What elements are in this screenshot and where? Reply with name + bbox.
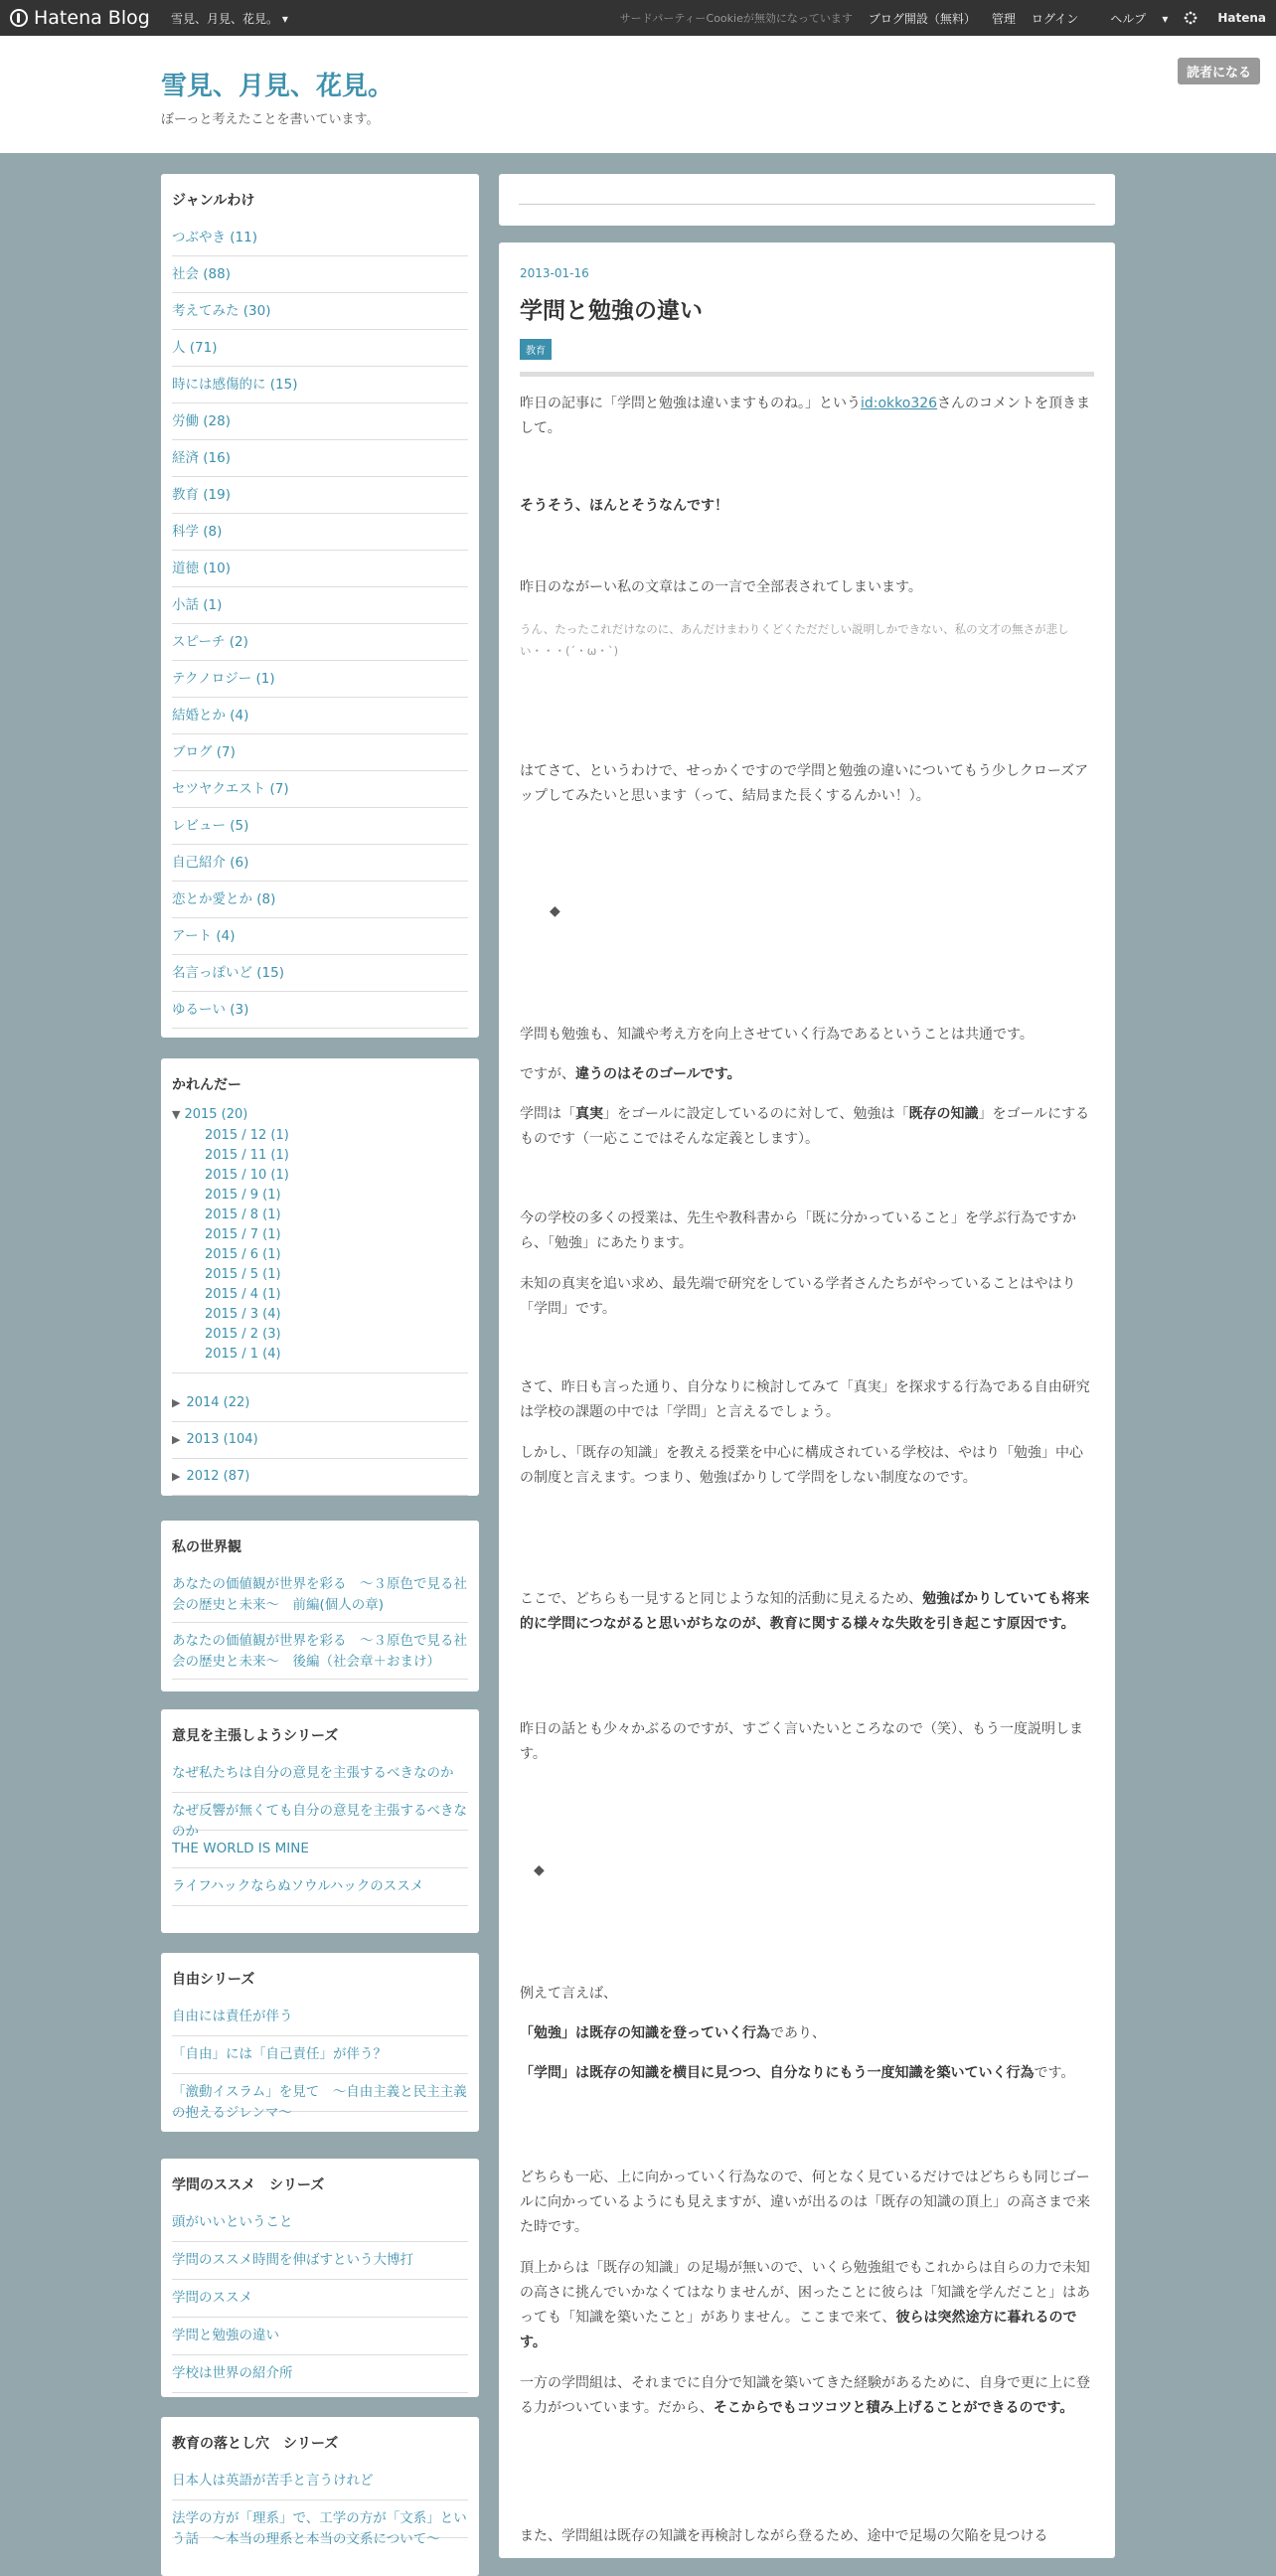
sidebar-link[interactable]: スピーチ (2) — [172, 624, 468, 661]
learning-series-module — [161, 2159, 479, 2397]
help-menu[interactable] — [1094, 10, 1168, 27]
sidebar-link[interactable]: セツヤクエスト (7) — [172, 771, 468, 808]
freedom-series-list — [172, 1999, 468, 2121]
learning-series-list — [172, 2204, 468, 2393]
worldview-module — [161, 1521, 479, 1691]
archive-month-link[interactable]: 2015 / 12 (1) — [205, 1128, 289, 1143]
archive-month-link[interactable]: 2015 / 6 (1) — [205, 1247, 281, 1262]
hatena-logo-icon — [1184, 11, 1197, 25]
text: 学問は「 — [520, 1106, 575, 1122]
sidebar-link[interactable]: 小話 (1) — [172, 587, 468, 624]
small-note: うん、たったこれだけなのに、あんだけまわりくどくただだしい説明しかできない、私の文才の無さが悲しい・・・(´・ω・`) — [520, 622, 1069, 658]
archive-month-link[interactable]: 2015 / 8 (1) — [205, 1208, 281, 1222]
divider — [519, 204, 1095, 205]
sidebar-link[interactable]: 恋とか愛とか (8) — [172, 882, 468, 918]
paragraph: 今の学校の多くの授業は、先生や教科書から「既に分かっていること」を学ぶ行為ですから、「勉強」にあたります。 — [520, 1210, 1076, 1251]
archive-year-link[interactable] — [172, 1385, 468, 1422]
module-title: 自由シリーズ — [172, 1972, 255, 1988]
module-title: 私の世界観 — [172, 1539, 241, 1555]
sidebar-link[interactable]: つぶやき (11) — [172, 220, 468, 256]
opinion-series-list — [172, 1755, 468, 1906]
sidebar-link[interactable]: 学問のススメ — [172, 2280, 468, 2318]
article — [499, 242, 1115, 2558]
text: 頂上からは「既存の知識」の足場が無いので、いくら勉強組でもこれからは自らの力で未知の高さに挑んでいかなくてはなりませんが、困ったことに彼らは「知識を学んだこと」はあっても「知識を築いたこと」がありません。ここまで来て、 — [520, 2260, 1090, 2326]
sidebar-link[interactable]: 学問と勉強の違い — [172, 2318, 468, 2355]
paragraph: 学問も勉強も、知識や考え方を向上させていく行為であるということは共通です。 — [520, 1027, 1034, 1043]
main-top-box — [499, 174, 1115, 226]
archive-years — [172, 1385, 468, 1496]
text: 昨日のながーい私の文章はこの一言で全部表されてしまいます。 — [520, 579, 922, 595]
archive-year-link[interactable] — [172, 1422, 468, 1459]
sidebar-link[interactable]: 結婚とか (4) — [172, 698, 468, 734]
paragraph: 例えて言えば、 — [520, 1986, 617, 2002]
archive-month-link[interactable]: 2015 / 5 (1) — [205, 1267, 281, 1282]
bold-text: 「学問」は既存の知識を横目に見つつ、自分なりにもう一度知識を築いていく行為 — [520, 2065, 1035, 2081]
sidebar-link[interactable]: テクノロジー (1) — [172, 661, 468, 698]
bold-text: 真実 — [575, 1106, 603, 1122]
sidebar-link[interactable]: 自己紹介 (6) — [172, 845, 468, 882]
archive-year-2015[interactable] — [172, 1104, 468, 1126]
hatena-blog-logo[interactable] — [10, 7, 150, 29]
year-label: 2015 (20) — [184, 1107, 248, 1122]
triangle-down-icon: ▼ — [172, 1108, 181, 1121]
paragraph — [520, 2256, 1094, 2355]
archive-month-link[interactable]: 2015 / 1 (4) — [205, 1347, 281, 1362]
user-id-link[interactable]: id:okko326 — [861, 396, 938, 411]
sidebar-link[interactable]: 科学 (8) — [172, 514, 468, 551]
paragraph — [520, 1587, 1094, 1637]
blog-name-menu[interactable] — [171, 10, 288, 27]
logo-text: Hatena Blog — [34, 7, 150, 29]
hatena-text: Hatena — [1217, 11, 1266, 25]
bold-text: 彼らは突然途方に暮れるのです。 — [520, 2310, 1077, 2350]
sidebar-link[interactable]: 経済 (16) — [172, 440, 468, 477]
sidebar-link[interactable]: 学校は世界の紹介所 — [172, 2355, 468, 2393]
sidebar-link[interactable]: 頭がいいということ — [172, 2204, 468, 2242]
paragraph — [520, 494, 1094, 519]
archive-month-link[interactable]: 2015 / 9 (1) — [205, 1188, 281, 1203]
diamond-icon: ◆ — [534, 1862, 545, 1878]
paragraph: 昨日の話とも少々かぶるのですが、すごく言いたいところなので（笑）、もう一度説明します。 — [520, 1721, 1083, 1762]
year-label: 2013 (104) — [186, 1432, 258, 1447]
sidebar-link[interactable]: あなたの価値観が世界を彩る ～３原色で見る社会の歴史と未来～ 前編(個人の章) — [172, 1566, 468, 1623]
triangle-right-icon: ▶ — [172, 1470, 181, 1483]
bold-text: 「勉強」は既存の知識を登っていく行為 — [520, 2025, 770, 2041]
divider — [172, 1372, 468, 1373]
sidebar-link[interactable]: あなたの価値観が世界を彩る ～３原色で見る社会の歴史と未来～ 後編（社会章＋おまけ） — [172, 1623, 468, 1680]
pitfall-series-module — [161, 2417, 479, 2576]
bold-text: 違うのはそのゴールです。 — [575, 1066, 741, 1082]
login-link[interactable]: ログイン — [1031, 11, 1079, 26]
text: 一方の学問組は、それまでに自分で知識を築いてきた経験があるために、自身で更に上に登る力がついています。だから、 — [520, 2375, 1090, 2416]
sidebar-link[interactable]: アート (4) — [172, 918, 468, 955]
caret-down-icon: ▾ — [1162, 11, 1169, 26]
triangle-right-icon: ▶ — [172, 1433, 181, 1446]
calendar-module — [161, 1058, 479, 1496]
module-title: かれんだー — [172, 1077, 241, 1093]
text: ですが、 — [520, 1066, 575, 1082]
paragraph: また、学問組は既存の知識を再検討しながら登るため、途中で足場の欠陥を見つける — [520, 2528, 1048, 2544]
sidebar-link[interactable]: 自由には責任が伴う — [172, 1999, 468, 2036]
sidebar-link[interactable]: 日本人は英語が苦手と言うけれど — [172, 2463, 468, 2500]
paragraph — [520, 1102, 1094, 1152]
paragraph — [520, 2371, 1094, 2421]
text: 」をゴールにするものです（一応ここではそんな定義とします）。 — [520, 1106, 1090, 1147]
triangle-right-icon: ▶ — [172, 1396, 181, 1409]
archive-year-link[interactable] — [172, 1459, 468, 1496]
category-badge[interactable]: 教育 — [520, 339, 552, 360]
paragraph: どちらも一応、上に向かっていく行為なので、何となく見ているだけではどちらも同じゴールに向かっているようにも見えますが、違いが出るのは「既存の知識の頂上」の高さまで来た時です。 — [520, 2170, 1090, 2235]
archive-month-link[interactable]: 2015 / 11 (1) — [205, 1148, 289, 1163]
admin-link[interactable]: 管理 — [991, 11, 1016, 26]
sidebar-link[interactable]: 考えてみた (30) — [172, 293, 468, 330]
module-title: 学問のススメ シリーズ — [172, 2177, 325, 2193]
module-title: ジャンルわけ — [172, 193, 255, 209]
paragraph: 未知の真実を追い求め、最先端で研究をしている学者さんたちがやっていることはやはり「学問」です。 — [520, 1276, 1076, 1317]
blog-description: ぼーっと考えたことを書いています。 — [161, 112, 380, 127]
genre-module — [161, 174, 479, 1038]
archive-month-link[interactable]: 2015 / 4 (1) — [205, 1287, 281, 1302]
bold-text: 勉強ばかりしていても将来的に学問につながると思いがちなのが、教育に関する様々な失敗を引き起こす原因です。 — [520, 1591, 1090, 1632]
paragraph: はてさて、というわけで、せっかくですので学問と勉強の違いについてもう少しクローズアップしてみたいと思います（って、結局また長くするんかい！）。 — [520, 763, 1089, 804]
genre-list — [172, 220, 468, 1029]
blog-name-text: 雪見、月見、花見。 — [171, 12, 279, 26]
text: 」をゴールに設定しているのに対して、勉強は「 — [603, 1106, 909, 1122]
paragraph — [520, 392, 1094, 441]
diamond-icon: ◆ — [550, 903, 560, 919]
paragraph — [520, 575, 1094, 600]
archive-month-link[interactable]: 2015 / 7 (1) — [205, 1227, 281, 1242]
sidebar-link[interactable]: 「自由」には「自己責任」が伴う？ — [172, 2036, 468, 2074]
archive-month-link[interactable]: 2015 / 2 (3) — [205, 1327, 281, 1342]
paragraph — [520, 1062, 1094, 1087]
paragraph — [520, 2061, 1094, 2086]
bold-text: 既存の知識 — [908, 1106, 979, 1122]
sidebar-link[interactable]: 道徳 (10) — [172, 551, 468, 587]
title-divider — [520, 372, 1094, 377]
sidebar-link[interactable]: なぜ私たちは自分の意見を主張するべきなのか — [172, 1755, 468, 1793]
sidebar-link[interactable]: 人 (71) — [172, 330, 468, 367]
text: ここで、どちらも一見すると同じような知的活動に見えるため、 — [520, 1591, 923, 1607]
blog-header — [0, 36, 1276, 153]
sidebar-link[interactable]: なぜ反響が無くても自分の意見を主張するべきなのか — [172, 1793, 468, 1831]
article-title[interactable]: 学問と勉強の違い — [520, 298, 703, 324]
hatena-link[interactable] — [1184, 11, 1266, 25]
sidebar-link[interactable]: ゆるーい (3) — [172, 992, 468, 1029]
sidebar-link[interactable]: 名言っぽいど (15) — [172, 955, 468, 992]
text: であり、 — [770, 2025, 826, 2041]
hatena-blog-logo-icon — [10, 9, 28, 27]
sidebar-link[interactable]: ブログ (7) — [172, 734, 468, 771]
subscribe-button[interactable]: 読者になる — [1178, 58, 1260, 84]
bold-text: そこからでもコツコツと積み上げることができるのです。 — [713, 2400, 1074, 2416]
paragraph: しかし、「既存の知識」を教える授業を中心に構成されている学校は、やはり「勉強」中心の制度と言えます。つまり、勉強ばかりして学問をしない制度なのです。 — [520, 1445, 1083, 1486]
sidebar-link[interactable]: 教育 (19) — [172, 477, 468, 514]
caret-down-icon: ▾ — [281, 12, 288, 26]
cookie-notice: サードパーティーCookieが無効になっています — [619, 12, 853, 25]
paragraph: さて、昨日も言った通り、自分なりに検討してみて「真実」を探求する行為である自由研究は学校の課題の中では「学問」と言えるでしょう。 — [520, 1379, 1090, 1420]
worldview-list — [172, 1566, 468, 1680]
open-blog-link[interactable]: ブログ開設（無料） — [868, 11, 976, 26]
text: さんのコメントを頂きまして。 — [520, 396, 1091, 436]
sidebar-link[interactable]: 労働 (28) — [172, 403, 468, 440]
opinion-series-module — [161, 1709, 479, 1933]
year-label: 2014 (22) — [186, 1395, 250, 1410]
article-date[interactable]: 2013-01-16 — [520, 266, 589, 280]
blog-title[interactable]: 雪見、月見、花見。 — [161, 72, 395, 101]
bold-text: そうそう、ほんとそうなんです！ — [520, 498, 728, 514]
paragraph — [520, 2021, 1094, 2046]
sidebar-link[interactable]: 学問のススメ時間を伸ばすという大博打 — [172, 2242, 468, 2280]
freedom-series-module — [161, 1953, 479, 2132]
sidebar-link[interactable]: 社会 (88) — [172, 256, 468, 293]
sidebar-link[interactable]: THE WORLD IS MINE — [172, 1831, 468, 1868]
sidebar-link[interactable]: 時には感傷的に (15) — [172, 367, 468, 403]
sidebar-link[interactable]: 「激動イスラム」を見て ～自由主義と民主主義の抱えるジレンマ～ — [172, 2074, 468, 2112]
archive-month-link[interactable]: 2015 / 10 (1) — [205, 1168, 289, 1183]
pitfall-series-list — [172, 2463, 468, 2547]
archive-month-link[interactable]: 2015 / 3 (4) — [205, 1307, 281, 1322]
text: 昨日の記事に「学問と勉強は違いますものね。」という — [520, 396, 861, 411]
module-title: 教育の落とし穴 シリーズ — [172, 2436, 339, 2452]
year-label: 2012 (87) — [186, 1469, 250, 1484]
text: です。 — [1034, 2065, 1075, 2081]
archive-months — [172, 1126, 468, 1365]
sidebar-link[interactable]: ライフハックならぬソウルハックのススメ — [172, 1868, 468, 1906]
help-text: ヘルプ — [1110, 11, 1147, 26]
module-title: 意見を主張しようシリーズ — [172, 1728, 339, 1744]
sidebar-link[interactable]: 法学の方が「理系」で、工学の方が「文系」という話 ～本当の理系と本当の文系について～ — [172, 2500, 468, 2538]
top-bar — [0, 0, 1276, 36]
sidebar-link[interactable]: レビュー (5) — [172, 808, 468, 845]
